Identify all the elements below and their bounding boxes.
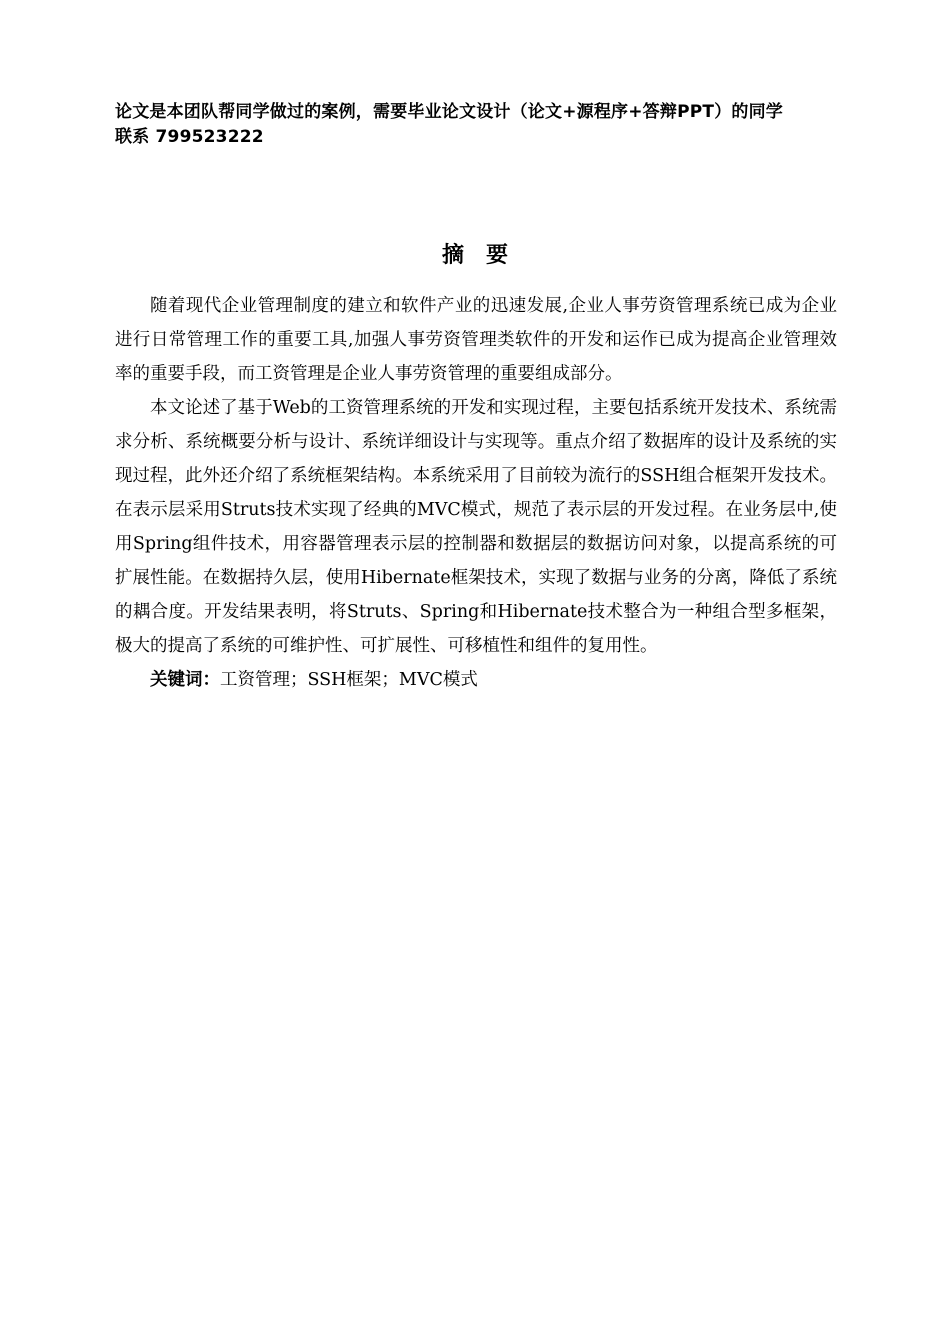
keywords-value: 工资管理；SSH框架；MVC模式 [220, 670, 478, 690]
header-note-line-2: 联系 799523222 [115, 127, 264, 147]
abstract-body [115, 289, 837, 697]
abstract-title: 摘要 [441, 243, 530, 268]
abstract-paragraph-2: 本文论述了基于Web的工资管理系统的开发和实现过程，主要包括系统开发技术、系统需求分析、系统概要分析与设计、系统详细设计与实现等。重点介绍了数据库的设计及系统的实现过程，此外还介绍了系统框架结构。本系统采用了目前较为流行的SSH组合框架开发技术。在表示层采用Struts技术实现了经典的MVC模式，规范了表示层的开发过程。在业务层中,使用Spring组件技术，用容器管理表示层的控制器和数据层的数据访问对象，以提高系统的可扩展性能。在数据持久层，使用Hibernate框架技术，实现了数据与业务的分离，降低了系统的耦合度。开发结果表明，将Struts、Spring和Hibernate技术整合为一种组合型多框架，极大的提高了系统的可维护性、可扩展性、可移植性和组件的复用性。 [115, 398, 837, 656]
abstract-paragraph-1: 随着现代企业管理制度的建立和软件产业的迅速发展,企业人事劳资管理系统已成为企业进行日常管理工作的重要工具,加强人事劳资管理类软件的开发和运作已成为提高企业管理效率的重要手段，而工资管理是企业人事劳资管理的重要组成部分。 [115, 296, 837, 384]
keywords-label: 关键词： [150, 670, 220, 690]
header-note-line-1: 论文是本团队帮同学做过的案例，需要毕业论文设计（论文+源程序+答辩PPT）的同学 [115, 102, 784, 122]
header-note [115, 100, 840, 150]
keywords-line [115, 663, 837, 697]
